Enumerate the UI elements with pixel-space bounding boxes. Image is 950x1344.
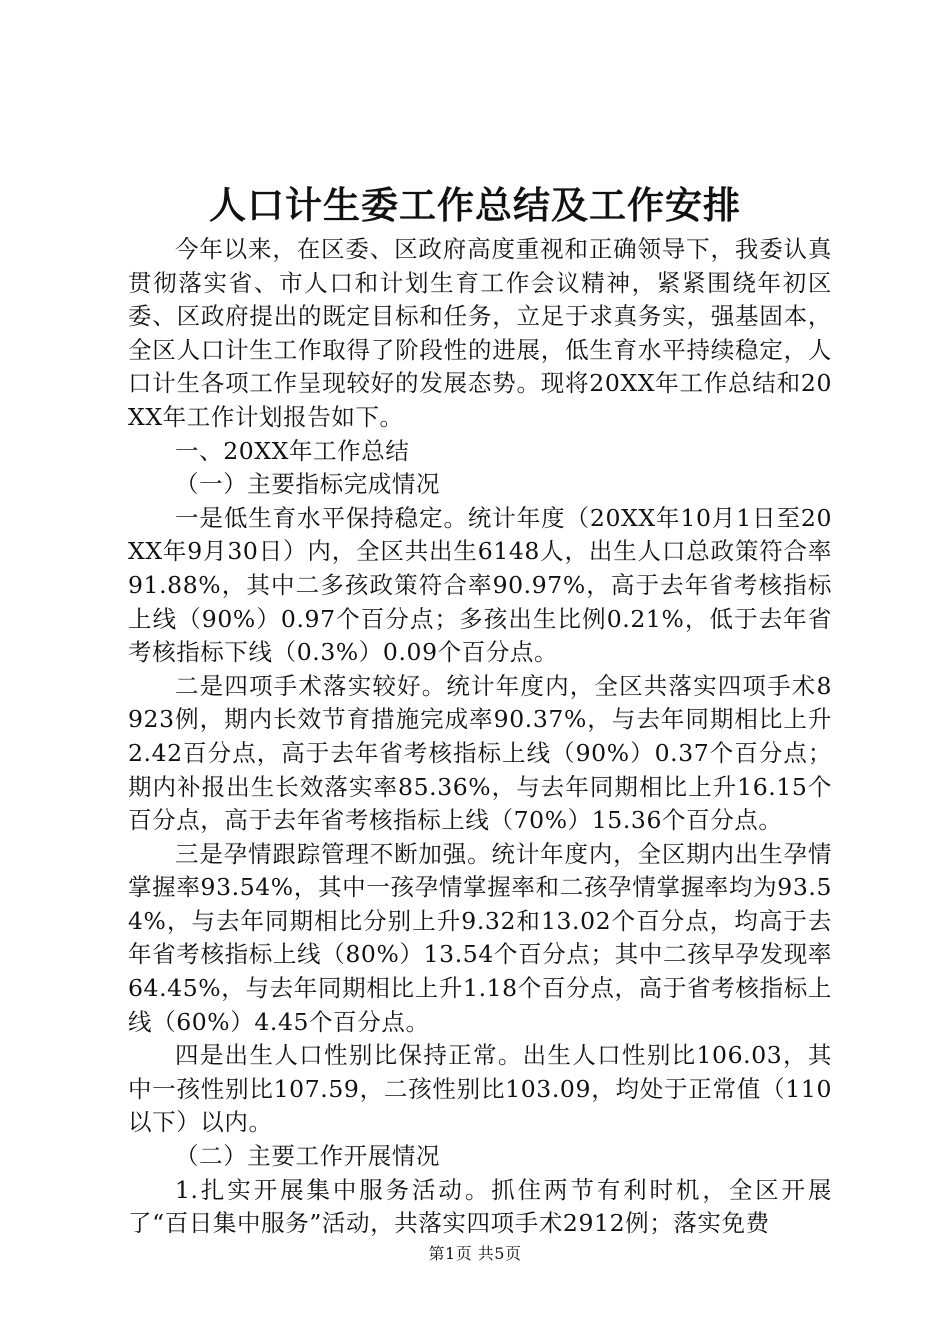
- subsection-heading-1: （一）主要指标完成情况: [175, 470, 441, 499]
- section-heading-1: 一、20XX年工作总结: [175, 436, 410, 465]
- document-body: [128, 233, 832, 1241]
- document-title: 人口计生委工作总结及工作安排: [209, 183, 741, 227]
- paragraph-four-surgeries: 二是四项手术落实较好。统计年度内，全区共落实四项手术8923例，期内长效节育措施完成率90.37%，与去年同期相比上升2.42百分点，高于去年省考核指标上线（90%）0.37个百分点；期内补报出生长效落实率85.36%，与去年同期相比上升16.15个百分点，高于去年省考核指标上线（70%）15.36个百分点。: [128, 671, 832, 835]
- paragraph-sex-ratio: 四是出生人口性别比保持正常。出生人口性别比106.03，其中一孩性别比107.59，二孩性别比103.09，均处于正常值（110以下）以内。: [128, 1041, 832, 1137]
- paragraph-service-activity: 1.扎实开展集中服务活动。抓住两节有利时机，全区开展了“百日集中服务”活动，共落实四项手术2912例；落实免费: [128, 1175, 832, 1238]
- subsection-heading-2: （二）主要工作开展情况: [175, 1142, 441, 1171]
- paragraph-pregnancy-tracking: 三是孕情跟踪管理不断加强。统计年度内，全区期内出生孕情掌握率93.54%，其中一孩孕情掌握率和二孩孕情掌握率均为93.54%，与去年同期相比分别上升9.32和13.02个百分点，均高于去年省考核指标上线（80%）13.54个百分点；其中二孩早孕发现率64.45%，与去年同期相比上升1.18个百分点，高于省考核指标上线（60%）4.45个百分点。: [128, 839, 832, 1036]
- paragraph-birth-level: 一是低生育水平保持稳定。统计年度（20XX年10月1日至20XX年9月30日）内，全区共出生6148人，出生人口总政策符合率91.88%，其中二多孩政策符合率90.97%，高于去年省考核指标上线（90%）0.97个百分点；多孩出生比例0.21%，低于去年省考核指标下线（0.3%）0.09个百分点。: [128, 503, 832, 667]
- page-footer: 第1页 共5页: [428, 1244, 522, 1263]
- intro-paragraph: 今年以来，在区委、区政府高度重视和正确领导下，我委认真贯彻落实省、市人口和计划生育工作会议精神，紧紧围绕年初区委、区政府提出的既定目标和任务，立足于求真务实，强基固本，全区人口计生工作取得了阶段性的进展，低生育水平持续稳定，人口计生各项工作呈现较好的发展态势。现将20XX年工作总结和20XX年工作计划报告如下。: [128, 235, 832, 431]
